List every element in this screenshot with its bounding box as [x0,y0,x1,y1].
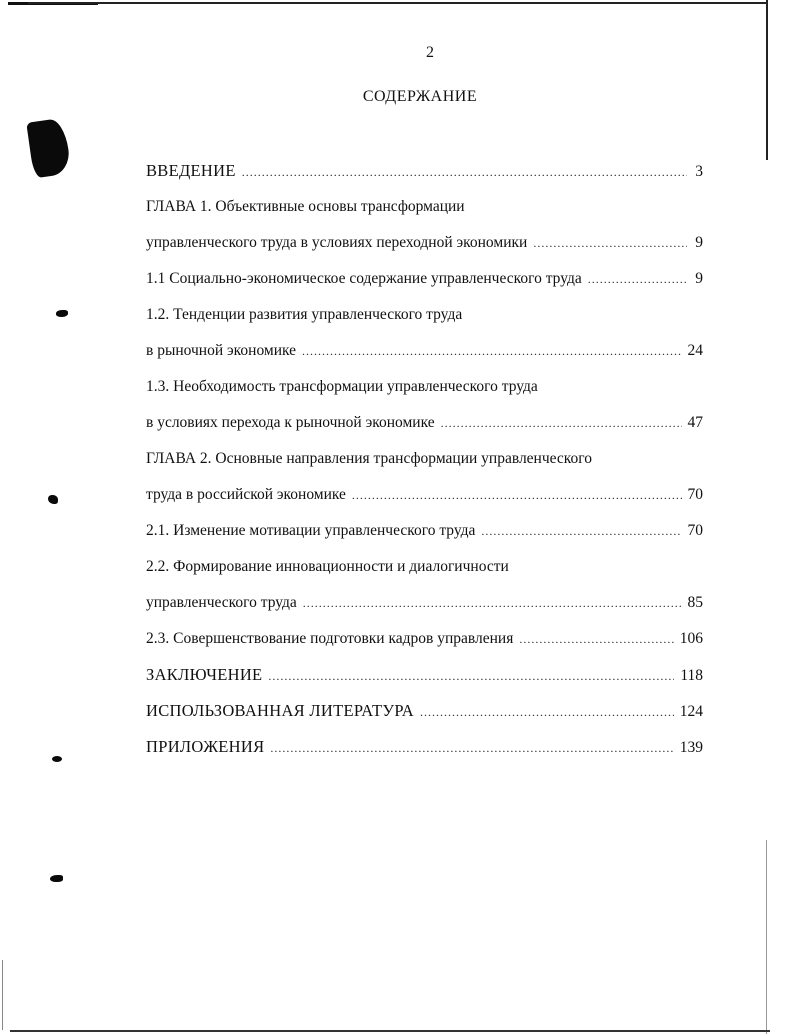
toc-entry-page: 85 [687,594,703,611]
toc-dot-leader [268,665,674,687]
punch-mark [52,756,62,762]
toc-entry-page: 3 [695,163,703,180]
toc-entry-page: 118 [680,667,703,684]
toc-entry-title: 2.1. Изменение мотивации управленческого труда [146,522,476,539]
toc-dot-leader [519,628,673,650]
toc-entry [146,520,703,556]
page-number: 2 [426,44,434,61]
toc-entry-title: труда в российской экономике [146,486,346,503]
toc-dot-leader [441,412,682,434]
toc-entry [146,484,703,520]
toc-entry [146,376,703,412]
toc-entry-page: 9 [695,234,703,251]
toc-entry-title: в условиях перехода к рыночной экономике [146,414,435,431]
toc-entry-title: ГЛАВА 2. Основные направления трансформации управленческого [146,450,593,467]
toc-entry-title: 1.1 Социально-экономическое содержание управленческого труда [146,270,582,287]
page-title: СОДЕРЖАНИЕ [362,88,478,105]
toc-dot-leader [352,484,682,506]
toc-entry-title: ЗАКЛЮЧЕНИЕ [146,665,263,684]
scan-edge-right [766,0,768,160]
scan-edge-left [2,960,3,1030]
toc-entry-title: управленческого труда в условиях переходной экономики [146,234,528,251]
scan-edge-right-lower [766,840,767,1034]
toc-entry [146,232,703,268]
toc-dot-leader [242,161,687,183]
toc-entry-page: 124 [679,703,703,720]
toc-entry-page: 9 [695,270,703,287]
toc-entry-title: ИСПОЛЬЗОВАННАЯ ЛИТЕРАТУРА [146,701,414,720]
binding-hole-mark [26,118,71,179]
punch-mark [56,310,68,317]
toc-entry-title: 2.3. Совершенствование подготовки кадров управления [146,630,514,647]
toc-entry [146,196,703,232]
scan-edge-top [28,2,768,4]
scan-edge-bottom [10,1030,770,1032]
toc-entry [146,736,703,772]
toc-entry-title: в рыночной экономике [146,342,297,359]
toc-entry [146,664,703,700]
toc-entry-page: 70 [687,522,703,539]
toc-entry [146,268,703,304]
toc-entry-title: ГЛАВА 1. Объективные основы трансформации [146,198,465,215]
toc-dot-leader [302,340,681,362]
toc-entry-page: 70 [687,486,703,503]
toc-entry-title: ПРИЛОЖЕНИЯ [146,737,265,756]
toc-dot-leader [270,737,673,759]
toc-dot-leader [481,520,681,542]
table-of-contents [146,160,703,772]
toc-entry [146,160,703,196]
toc-entry-page: 24 [687,342,703,359]
toc-entry [146,412,703,448]
toc-dot-leader [588,268,687,290]
toc-entry-title: 1.2. Тенденции развития управленческого труда [146,306,463,323]
toc-entry [146,592,703,628]
toc-entry-page: 139 [679,739,703,756]
toc-dot-leader [420,701,674,723]
toc-entry-title: 1.3. Необходимость трансформации управленческого труда [146,378,538,395]
toc-entry [146,304,703,340]
toc-entry [146,556,703,592]
toc-dot-leader [303,592,682,614]
toc-entry [146,700,703,736]
punch-mark [50,875,63,882]
toc-entry [146,628,703,664]
toc-entry-title: 2.2. Формирование инновационности и диалогичности [146,558,509,575]
toc-dot-leader [533,232,687,254]
toc-entry-title: ВВЕДЕНИЕ [146,161,236,180]
punch-mark [48,495,58,504]
toc-entry [146,340,703,376]
toc-entry-title: управленческого труда [146,594,297,611]
toc-entry-page: 106 [679,630,703,647]
toc-entry [146,448,703,484]
toc-entry-page: 47 [687,414,703,431]
